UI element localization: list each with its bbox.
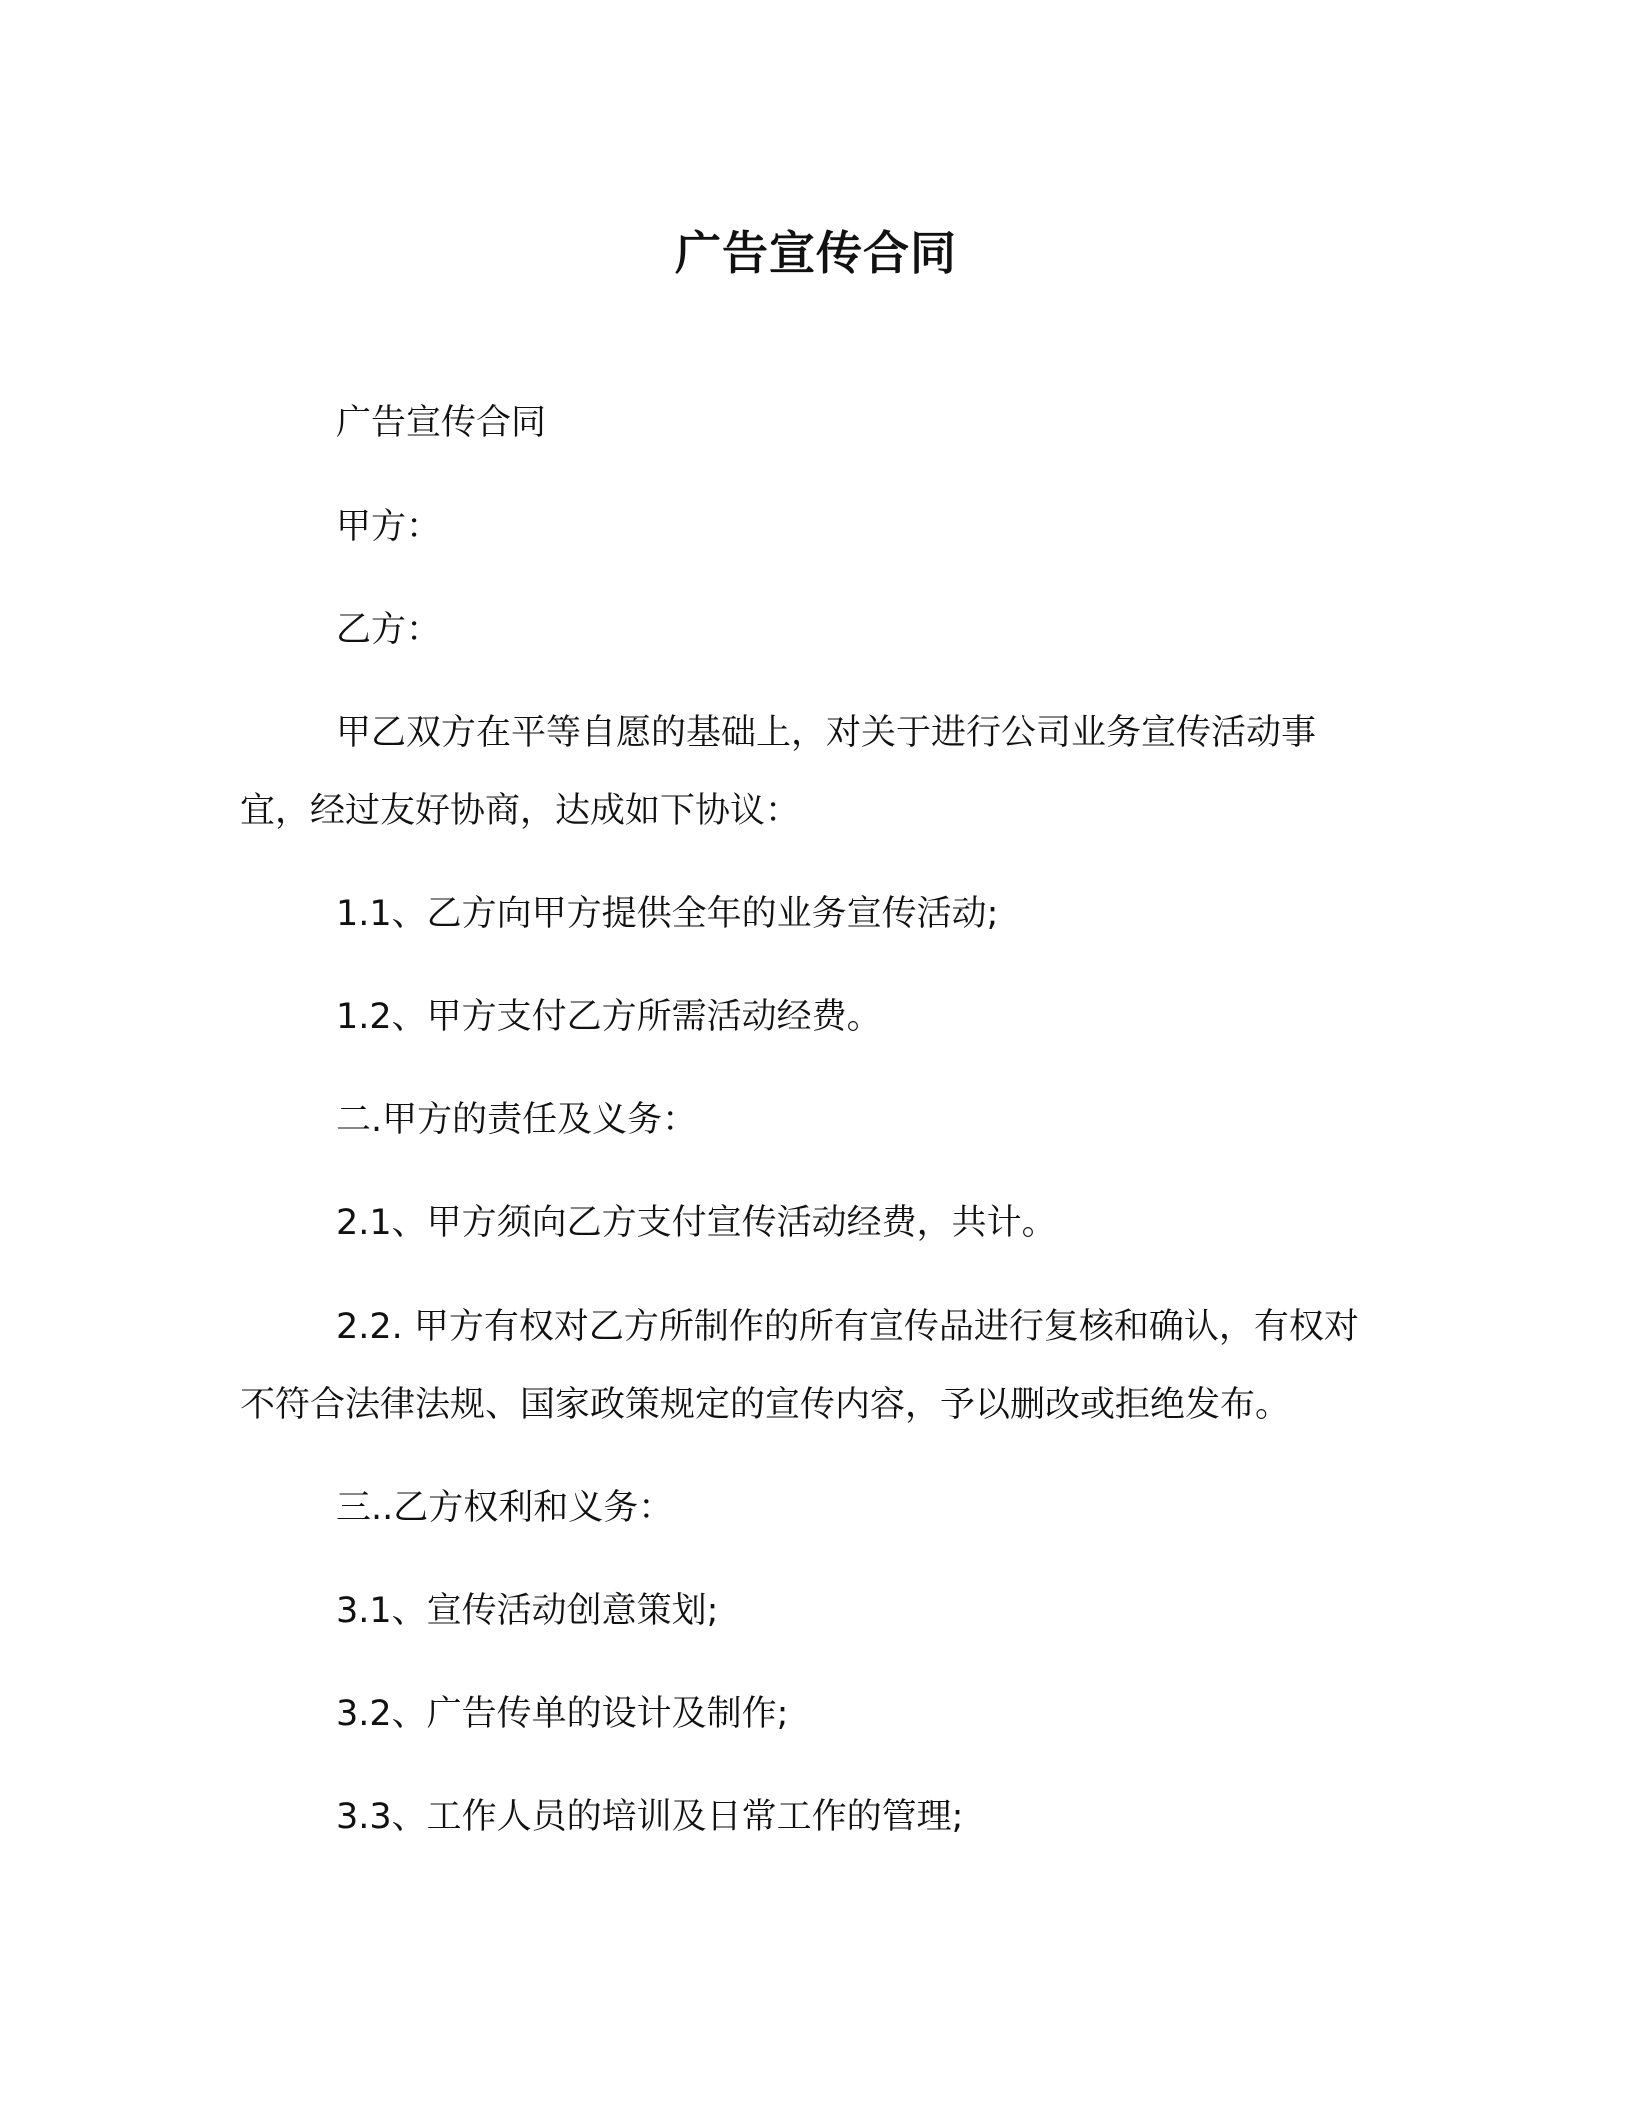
paragraph-clause-1-1: 1.1、乙方向甲方提供全年的业务宣传活动; — [336, 894, 999, 934]
paragraph-party-b: 乙方： — [336, 610, 442, 650]
paragraph-section-3-heading: 三..乙方权利和义务： — [336, 1488, 674, 1528]
paragraph-preamble: 甲乙双方在平等自愿的基础上，对关于进行公司业务宣传活动事宜，经过友好协商，达成如下协议： — [240, 713, 1317, 831]
document-title: 广告宣传合同 — [675, 226, 957, 280]
paragraph-clause-1-2: 1.2、甲方支付乙方所需活动经费。 — [336, 997, 882, 1037]
paragraph-section-2-heading: 二.甲方的责任及义务： — [336, 1100, 698, 1140]
paragraph-heading: 广告宣传合同 — [336, 403, 547, 443]
paragraph-party-a: 甲方： — [336, 507, 442, 547]
paragraph-clause-2-2: 2.2. 甲方有权对乙方所制作的所有宣传品进行复核和确认，有权对不符合法律法规、国家政策规定的宣传内容，予以删改或拒绝发布。 — [240, 1307, 1359, 1425]
paragraph-clause-3-3: 3.3、工作人员的培训及日常工作的管理; — [336, 1797, 964, 1837]
paragraph-clause-2-1: 2.1、甲方须向乙方支付宣传活动经费，共计。 — [336, 1203, 1057, 1243]
paragraph-clause-3-2: 3.2、广告传单的设计及制作; — [336, 1694, 789, 1734]
paragraph-clause-3-1: 3.1、宣传活动创意策划; — [336, 1591, 719, 1631]
